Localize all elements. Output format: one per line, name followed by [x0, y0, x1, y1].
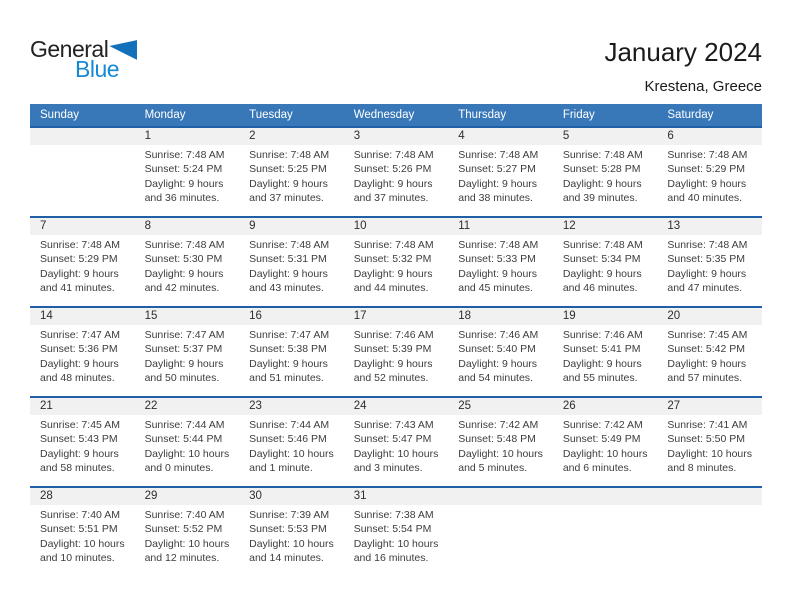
day-details: [30, 235, 135, 296]
sunrise-text: Sunrise: 7:43 AM: [353, 419, 434, 431]
daylight-text-line2: and 55 minutes.: [562, 372, 638, 385]
date-number: 9: [239, 218, 344, 235]
date-number: 1: [135, 128, 240, 145]
day-details: [344, 145, 449, 206]
sunrise-text: Sunrise: 7:46 AM: [458, 329, 539, 341]
day-cell-11: [448, 217, 553, 307]
day-cell-5: [553, 127, 658, 217]
sunrise-text: Sunrise: 7:48 AM: [249, 149, 330, 161]
day-cell-6: [657, 127, 762, 217]
date-number: 10: [344, 218, 449, 235]
daylight-text-line1: Daylight: 9 hours: [562, 357, 642, 370]
day-details: [30, 505, 135, 566]
sunset-text: Sunset: 5:50 PM: [667, 433, 746, 446]
day-details: [239, 145, 344, 206]
day-cell-8: [135, 217, 240, 307]
day-cell-2: [239, 127, 344, 217]
sunset-text: Sunset: 5:24 PM: [144, 163, 223, 176]
date-number: 28: [30, 488, 135, 505]
day-details: [344, 415, 449, 476]
daylight-text-line2: and 58 minutes.: [40, 462, 115, 475]
daylight-text-line2: and 16 minutes.: [353, 552, 429, 565]
daylight-text-line1: Daylight: 9 hours: [458, 177, 538, 190]
day-details: [553, 235, 658, 296]
calendar-table: [30, 104, 762, 576]
day-header-sunday: Sunday: [30, 104, 135, 127]
daylight-text-line1: Daylight: 10 hours: [667, 447, 753, 460]
day-details: [344, 505, 449, 566]
date-number: 7: [30, 218, 135, 235]
day-details: [448, 235, 553, 296]
daylight-text-line2: and 44 minutes.: [353, 282, 429, 295]
daylight-text-line1: Daylight: 9 hours: [249, 357, 328, 370]
sunrise-text: Sunrise: 7:48 AM: [249, 239, 330, 251]
day-cell-15: [135, 307, 240, 397]
sunset-text: Sunset: 5:35 PM: [667, 253, 746, 266]
date-number: 19: [553, 308, 658, 325]
sunset-text: Sunset: 5:28 PM: [562, 163, 641, 176]
sunset-text: Sunset: 5:27 PM: [458, 163, 536, 176]
date-number: 16: [239, 308, 344, 325]
date-number: [553, 488, 658, 505]
daylight-text-line2: and 37 minutes.: [249, 192, 324, 205]
sunset-text: Sunset: 5:40 PM: [458, 343, 536, 356]
date-number: 17: [344, 308, 449, 325]
daylight-text-line1: Daylight: 9 hours: [667, 267, 747, 280]
sunset-text: Sunset: 5:31 PM: [249, 253, 327, 266]
day-details: [30, 415, 135, 476]
daylight-text-line1: Daylight: 9 hours: [40, 357, 119, 370]
daylight-text-line1: Daylight: 9 hours: [249, 177, 328, 190]
sunset-text: Sunset: 5:42 PM: [667, 343, 746, 356]
date-number: 21: [30, 398, 135, 415]
daylight-text-line1: Daylight: 9 hours: [249, 267, 328, 280]
sunset-text: Sunset: 5:26 PM: [353, 163, 432, 176]
day-cell-29: [135, 487, 240, 576]
day-details: [135, 505, 240, 566]
daylight-text-line2: and 46 minutes.: [562, 282, 638, 295]
empty-day-cell: [657, 487, 762, 576]
daylight-text-line2: and 39 minutes.: [562, 192, 638, 205]
sunrise-text: Sunrise: 7:39 AM: [249, 509, 330, 521]
location-subtitle: Krestena, Greece: [644, 77, 762, 95]
day-details: [657, 415, 762, 476]
daylight-text-line1: Daylight: 9 hours: [144, 357, 224, 370]
day-cell-3: [344, 127, 449, 217]
day-cell-14: [30, 307, 135, 397]
daylight-text-line2: and 40 minutes.: [667, 192, 743, 205]
day-cell-30: [239, 487, 344, 576]
sunrise-text: Sunrise: 7:48 AM: [458, 239, 539, 251]
day-details: [239, 415, 344, 476]
day-cell-27: [657, 397, 762, 487]
daylight-text-line2: and 38 minutes.: [458, 192, 533, 205]
daylight-text-line2: and 54 minutes.: [458, 372, 533, 385]
daylight-text-line1: Daylight: 9 hours: [40, 447, 119, 460]
day-cell-18: [448, 307, 553, 397]
daylight-text-line2: and 12 minutes.: [144, 552, 220, 565]
day-cell-25: [448, 397, 553, 487]
day-cell-31: [344, 487, 449, 576]
sunset-text: Sunset: 5:37 PM: [144, 343, 223, 356]
daylight-text-line1: Daylight: 10 hours: [353, 537, 439, 550]
sunrise-text: Sunrise: 7:48 AM: [40, 239, 120, 251]
daylight-text-line1: Daylight: 9 hours: [40, 267, 119, 280]
daylight-text-line2: and 48 minutes.: [40, 372, 115, 385]
month-title: January 2024: [604, 37, 762, 67]
day-cell-17: [344, 307, 449, 397]
day-details: [239, 325, 344, 386]
daylight-text-line2: and 5 minutes.: [458, 462, 528, 475]
day-details: [553, 145, 658, 206]
daylight-text-line2: and 57 minutes.: [667, 372, 743, 385]
daylight-text-line2: and 10 minutes.: [40, 552, 115, 565]
date-number: 23: [239, 398, 344, 415]
date-number: 11: [448, 218, 553, 235]
date-number: 14: [30, 308, 135, 325]
sunrise-text: Sunrise: 7:46 AM: [562, 329, 643, 341]
daylight-text-line1: Daylight: 10 hours: [249, 447, 334, 460]
date-number: 8: [135, 218, 240, 235]
day-cell-22: [135, 397, 240, 487]
daylight-text-line2: and 0 minutes.: [144, 462, 214, 475]
sunset-text: Sunset: 5:44 PM: [144, 433, 223, 446]
sunset-text: Sunset: 5:53 PM: [249, 523, 327, 536]
sunset-text: Sunset: 5:47 PM: [353, 433, 432, 446]
daylight-text-line2: and 37 minutes.: [353, 192, 429, 205]
daylight-text-line1: Daylight: 9 hours: [667, 357, 747, 370]
general-blue-logo: [30, 38, 137, 81]
day-cell-10: [344, 217, 449, 307]
sunrise-text: Sunrise: 7:38 AM: [353, 509, 434, 521]
day-cell-4: [448, 127, 553, 217]
sunrise-text: Sunrise: 7:48 AM: [562, 239, 643, 251]
date-number: 22: [135, 398, 240, 415]
daylight-text-line2: and 36 minutes.: [144, 192, 220, 205]
daylight-text-line1: Daylight: 10 hours: [144, 447, 230, 460]
daylight-text-line1: Daylight: 10 hours: [458, 447, 543, 460]
day-header-friday: Friday: [553, 104, 658, 127]
sunrise-text: Sunrise: 7:47 AM: [249, 329, 330, 341]
day-details: [657, 235, 762, 296]
week-row-4: [30, 397, 762, 487]
sunrise-text: Sunrise: 7:45 AM: [40, 419, 120, 431]
daylight-text-line2: and 3 minutes.: [353, 462, 423, 475]
daylight-text-line1: Daylight: 10 hours: [40, 537, 125, 550]
date-number: [448, 488, 553, 505]
day-details: [344, 235, 449, 296]
logo-word-blue: Blue: [75, 56, 120, 82]
daylight-text-line2: and 1 minute.: [249, 462, 313, 475]
sunset-text: Sunset: 5:51 PM: [40, 523, 118, 536]
daylight-text-line2: and 50 minutes.: [144, 372, 220, 385]
date-number: 31: [344, 488, 449, 505]
sunrise-text: Sunrise: 7:48 AM: [667, 149, 748, 161]
day-cell-21: [30, 397, 135, 487]
day-header-monday: Monday: [135, 104, 240, 127]
sunrise-text: Sunrise: 7:48 AM: [562, 149, 643, 161]
sunrise-text: Sunrise: 7:45 AM: [667, 329, 748, 341]
day-cell-26: [553, 397, 658, 487]
daylight-text-line1: Daylight: 9 hours: [562, 267, 642, 280]
date-number: 3: [344, 128, 449, 145]
empty-day-cell: [30, 127, 135, 217]
daylight-text-line2: and 8 minutes.: [667, 462, 737, 475]
daylight-text-line1: Daylight: 10 hours: [353, 447, 439, 460]
day-details: [239, 235, 344, 296]
daylight-text-line1: Daylight: 9 hours: [667, 177, 747, 190]
day-details: [657, 325, 762, 386]
sunrise-text: Sunrise: 7:48 AM: [353, 149, 434, 161]
daylight-text-line2: and 45 minutes.: [458, 282, 533, 295]
sunrise-text: Sunrise: 7:48 AM: [144, 149, 225, 161]
day-details: [135, 235, 240, 296]
day-header-tuesday: Tuesday: [239, 104, 344, 127]
date-number: 15: [135, 308, 240, 325]
week-row-1: [30, 127, 762, 217]
daylight-text-line1: Daylight: 9 hours: [353, 177, 433, 190]
date-number: 12: [553, 218, 658, 235]
sunset-text: Sunset: 5:36 PM: [40, 343, 118, 356]
date-number: 26: [553, 398, 658, 415]
sunrise-text: Sunrise: 7:46 AM: [353, 329, 434, 341]
date-number: 29: [135, 488, 240, 505]
day-header-row: [30, 104, 762, 127]
week-row-3: [30, 307, 762, 397]
sunset-text: Sunset: 5:46 PM: [249, 433, 327, 446]
day-details: [657, 145, 762, 206]
week-row-2: [30, 217, 762, 307]
sunset-text: Sunset: 5:34 PM: [562, 253, 641, 266]
day-header-thursday: Thursday: [448, 104, 553, 127]
sunset-text: Sunset: 5:49 PM: [562, 433, 641, 446]
day-header-saturday: Saturday: [657, 104, 762, 127]
daylight-text-line2: and 41 minutes.: [40, 282, 115, 295]
date-number: 18: [448, 308, 553, 325]
logo-word-general: General: [30, 36, 109, 62]
day-cell-13: [657, 217, 762, 307]
day-cell-28: [30, 487, 135, 576]
sunrise-text: Sunrise: 7:41 AM: [667, 419, 748, 431]
daylight-text-line2: and 14 minutes.: [249, 552, 324, 565]
day-details: [448, 415, 553, 476]
daylight-text-line1: Daylight: 9 hours: [144, 267, 224, 280]
day-cell-12: [553, 217, 658, 307]
daylight-text-line2: and 43 minutes.: [249, 282, 324, 295]
daylight-text-line1: Daylight: 9 hours: [353, 267, 433, 280]
daylight-text-line2: and 42 minutes.: [144, 282, 220, 295]
day-cell-20: [657, 307, 762, 397]
sunset-text: Sunset: 5:39 PM: [353, 343, 432, 356]
empty-day-cell: [448, 487, 553, 576]
sunset-text: Sunset: 5:30 PM: [144, 253, 223, 266]
day-details: [344, 325, 449, 386]
daylight-text-line1: Daylight: 9 hours: [458, 267, 538, 280]
date-number: [657, 488, 762, 505]
daylight-text-line1: Daylight: 10 hours: [144, 537, 230, 550]
day-details: [553, 415, 658, 476]
day-cell-24: [344, 397, 449, 487]
date-number: 4: [448, 128, 553, 145]
sunrise-text: Sunrise: 7:40 AM: [40, 509, 120, 521]
day-details: [135, 145, 240, 206]
day-cell-9: [239, 217, 344, 307]
day-details: [553, 325, 658, 386]
sunset-text: Sunset: 5:29 PM: [667, 163, 746, 176]
day-details: [135, 325, 240, 386]
sunrise-text: Sunrise: 7:44 AM: [249, 419, 330, 431]
sunset-text: Sunset: 5:33 PM: [458, 253, 536, 266]
sunrise-text: Sunrise: 7:48 AM: [667, 239, 748, 251]
date-number: 30: [239, 488, 344, 505]
daylight-text-line2: and 51 minutes.: [249, 372, 324, 385]
sunrise-text: Sunrise: 7:47 AM: [144, 329, 225, 341]
daylight-text-line1: Daylight: 9 hours: [458, 357, 538, 370]
sunrise-text: Sunrise: 7:48 AM: [144, 239, 225, 251]
date-number: 24: [344, 398, 449, 415]
day-details: [135, 415, 240, 476]
sunset-text: Sunset: 5:25 PM: [249, 163, 327, 176]
title-block: [604, 38, 762, 95]
sunrise-text: Sunrise: 7:42 AM: [562, 419, 643, 431]
day-cell-1: [135, 127, 240, 217]
empty-day-cell: [553, 487, 658, 576]
day-details: [30, 325, 135, 386]
day-details: [448, 325, 553, 386]
sunrise-text: Sunrise: 7:48 AM: [458, 149, 539, 161]
date-number: 25: [448, 398, 553, 415]
sunset-text: Sunset: 5:54 PM: [353, 523, 432, 536]
sunrise-text: Sunrise: 7:40 AM: [144, 509, 225, 521]
sunset-text: Sunset: 5:41 PM: [562, 343, 641, 356]
day-cell-19: [553, 307, 658, 397]
sunset-text: Sunset: 5:29 PM: [40, 253, 118, 266]
day-details: [239, 505, 344, 566]
daylight-text-line2: and 52 minutes.: [353, 372, 429, 385]
daylight-text-line2: and 47 minutes.: [667, 282, 743, 295]
daylight-text-line1: Daylight: 10 hours: [249, 537, 334, 550]
sunset-text: Sunset: 5:43 PM: [40, 433, 118, 446]
date-number: 27: [657, 398, 762, 415]
date-number: 20: [657, 308, 762, 325]
daylight-text-line1: Daylight: 9 hours: [353, 357, 433, 370]
sunset-text: Sunset: 5:38 PM: [249, 343, 327, 356]
date-number: [30, 128, 135, 145]
week-row-5: [30, 487, 762, 576]
sunset-text: Sunset: 5:48 PM: [458, 433, 536, 446]
sunset-text: Sunset: 5:52 PM: [144, 523, 223, 536]
date-number: 6: [657, 128, 762, 145]
sunrise-text: Sunrise: 7:48 AM: [353, 239, 434, 251]
daylight-text-line1: Daylight: 10 hours: [562, 447, 648, 460]
daylight-text-line2: and 6 minutes.: [562, 462, 632, 475]
daylight-text-line1: Daylight: 9 hours: [144, 177, 224, 190]
date-number: 5: [553, 128, 658, 145]
sunset-text: Sunset: 5:32 PM: [353, 253, 432, 266]
sunrise-text: Sunrise: 7:47 AM: [40, 329, 120, 341]
day-cell-7: [30, 217, 135, 307]
day-cell-16: [239, 307, 344, 397]
sunrise-text: Sunrise: 7:42 AM: [458, 419, 539, 431]
day-header-wednesday: Wednesday: [344, 104, 449, 127]
date-number: 13: [657, 218, 762, 235]
day-cell-23: [239, 397, 344, 487]
day-details: [448, 145, 553, 206]
daylight-text-line1: Daylight: 9 hours: [562, 177, 642, 190]
sunrise-text: Sunrise: 7:44 AM: [144, 419, 225, 431]
date-number: 2: [239, 128, 344, 145]
